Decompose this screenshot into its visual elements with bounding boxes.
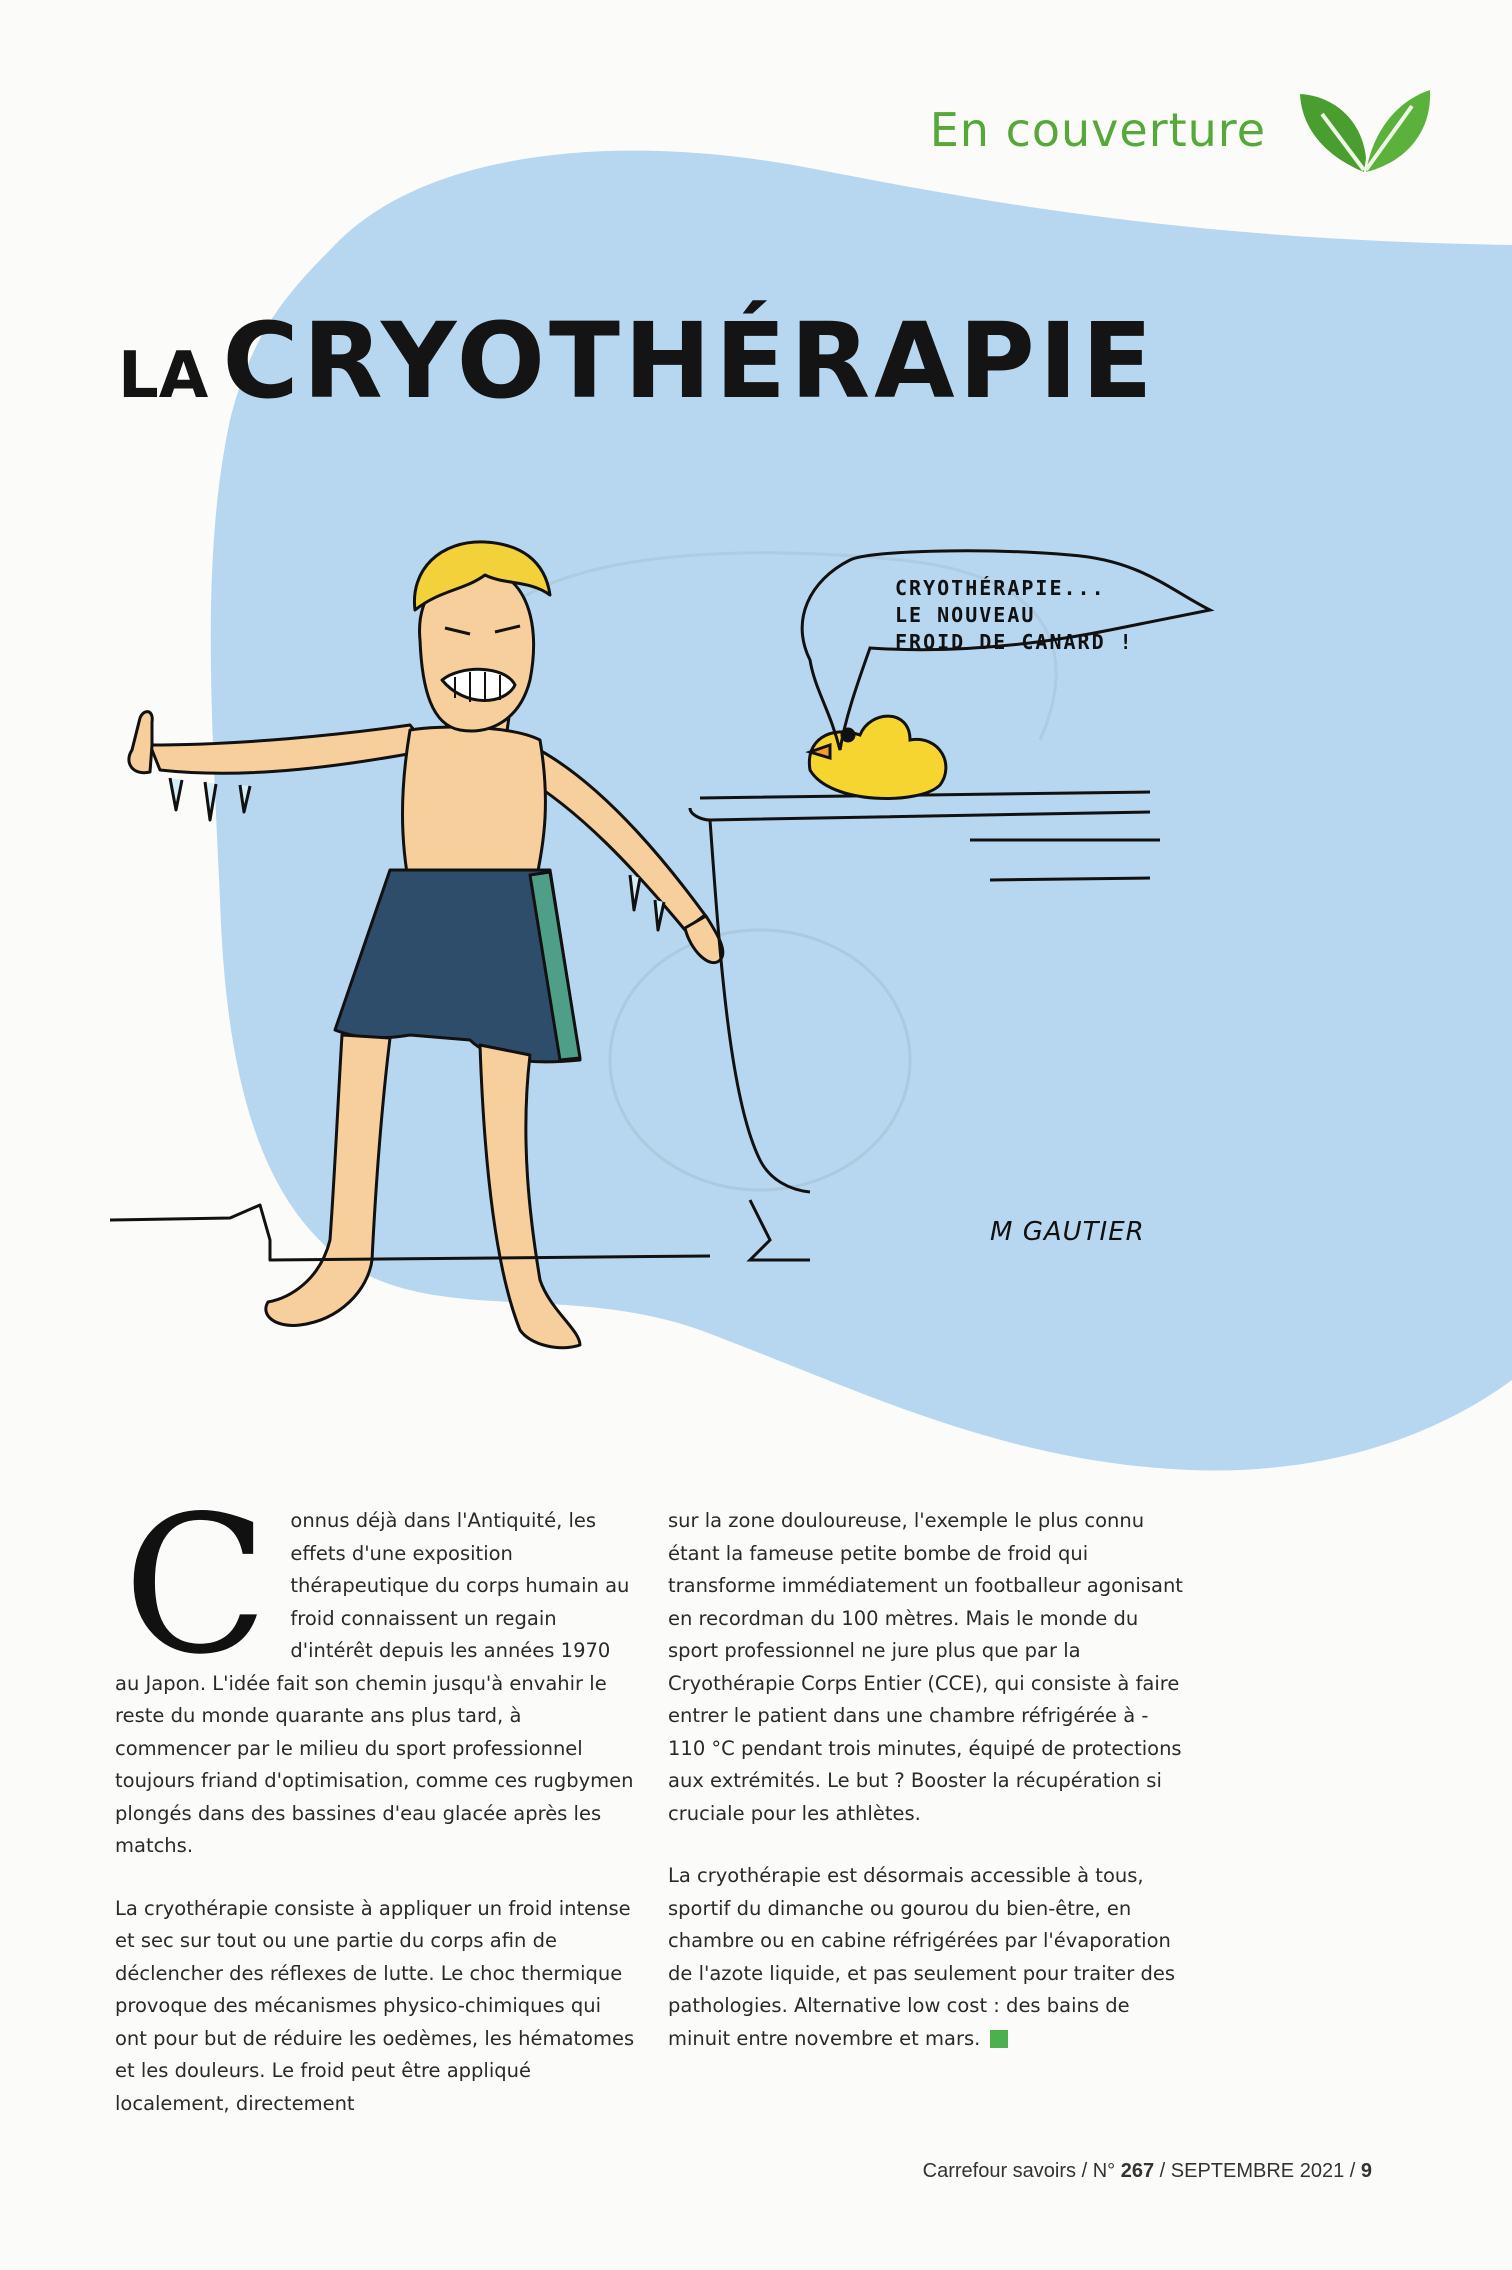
artist-signature: M GAUTIER (990, 1217, 1145, 1247)
man-leg-left (266, 1035, 390, 1325)
paragraph-text: onnus déjà dans l'Antiquité, les effets d'une exposition thérapeutique du corps humain au froid connaissent un regain d'intérêt depuis les années 1970 au Japon. L'idée fait son chemin jusqu'à envahir le reste du monde quarante ans plus tard, à commencer par le milieu du sport professionnel toujours friand d'optimisation, comme ces rugbymen plongés dans des bassines d'eau glacée après les matchs. (115, 1509, 634, 1857)
paragraph-text: La cryothérapie est désormais accessible à tous, sportif du dimanche ou gourou du bien-être, en chambre ou en cabine réfrigérées par l'évaporation de l'azote liquide, et pas seulement pour traiter des pathologies. Alternative low cost : des bains de minuit entre novembre et mars. (668, 1864, 1176, 2050)
article-column-left (115, 1475, 635, 2150)
man-torso (403, 727, 546, 890)
issue-number: 267 (1120, 2160, 1155, 2182)
man-hand-thumb (129, 712, 152, 773)
speech-bubble (802, 551, 1210, 750)
bathtub-lines (970, 840, 1160, 880)
article-paragraph: La cryothérapie consiste à appliquer un froid intense et sec sur tout ou une partie du corps afin de déclencher des réflexes de lutte. Le choc thermique provoque des mécanismes physico-chimiques qui ont pour but de réduire les oedèmes, les hématomes et les douleurs. Le froid peut être appliqué localement, directement (115, 1896, 635, 2115)
man-figure (110, 542, 723, 1348)
page-number: 9 (1360, 2160, 1372, 2182)
leaf-icon (1294, 80, 1434, 180)
cartoon-illustration (110, 540, 1220, 1360)
bathtub (690, 792, 1160, 1260)
speech-line-3: FROID DE CANARD ! (895, 630, 1134, 654)
section-label: En couverture (929, 103, 1266, 157)
article-paragraph (115, 1475, 635, 1863)
section-header (930, 70, 1434, 190)
rubber-duck (809, 716, 946, 798)
speech-line-2: LE NOUVEAU (895, 603, 1036, 627)
bathtub-side (710, 820, 810, 1192)
issue-date: SEPTEMBRE 2021 (1170, 2160, 1345, 2182)
drop-cap: C (123, 1475, 269, 1696)
man-leg-right (480, 1045, 580, 1348)
issue-prefix: N° (1092, 2160, 1116, 2182)
article-title (118, 300, 1157, 422)
end-mark-icon (990, 2030, 1008, 2048)
title-main: CRYOTHÉRAPIE (222, 300, 1157, 422)
article-paragraph: sur la zone douloureuse, l'exemple le plus connu étant la fameuse petite bombe de froid qui transforme immédiatement un footballeur agonisant en recordman du 100 mètres. Mais le monde du sport professionnel ne jure plus que par la Cryothérapie Corps Entier (CCE), qui consiste à faire entrer le patient dans une chambre réfrigérée à - 110 °C pendant trois minutes, équipé de protections aux extrémités. Le but ? Booster la récupération si cruciale pour les athlètes. (668, 1509, 1183, 1825)
article-column-right (668, 1505, 1188, 2085)
article-paragraph (668, 1860, 1188, 2055)
publication-name: Carrefour savoirs (922, 2160, 1077, 2182)
page-footer: Carrefour savoirs / N° 267 / SEPTEMBRE 2021 / 9 (922, 2160, 1372, 2182)
title-prefix: LA (118, 339, 209, 413)
speech-line-1: CRYOTHÉRAPIE... (895, 576, 1106, 600)
ground-step (110, 1205, 710, 1260)
bathtub-foot (750, 1200, 810, 1260)
man-arm-left (150, 725, 430, 773)
